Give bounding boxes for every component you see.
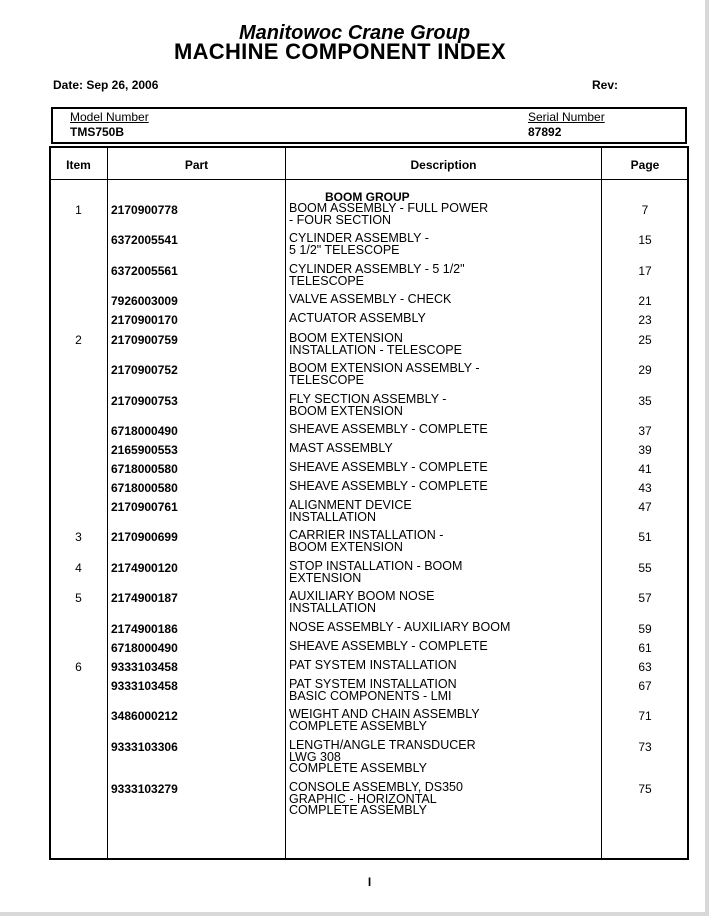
part-number: 3486000212 xyxy=(111,709,178,723)
description-line: INSTALLATION xyxy=(289,509,377,524)
description-line: VALVE ASSEMBLY - CHECK xyxy=(289,292,452,306)
serial-number-label: Serial Number xyxy=(528,110,605,124)
column-header-page: Page xyxy=(630,158,660,172)
part-description xyxy=(289,591,434,614)
page-reference: 25 xyxy=(638,333,652,347)
item-number: 1 xyxy=(75,203,82,217)
part-number: 2174900120 xyxy=(111,561,178,575)
part-description xyxy=(289,709,480,732)
part-number: 9333103306 xyxy=(111,740,178,754)
description-line: CYLINDER ASSEMBLY - 5 1/2" xyxy=(289,262,465,276)
description-line: ALIGNMENT DEVICE xyxy=(289,498,412,512)
part-number: 2170900699 xyxy=(111,530,178,544)
description-line: LWG 308 xyxy=(289,749,341,764)
description-line: CARRIER INSTALLATION - xyxy=(289,528,444,542)
description-line: BOOM EXTENSION xyxy=(289,331,403,345)
page-edge xyxy=(705,0,709,916)
part-description xyxy=(289,363,480,386)
part-number: 2165900553 xyxy=(111,443,178,457)
page-reference: 71 xyxy=(638,709,652,723)
group-heading: BOOM GROUP xyxy=(325,190,410,204)
part-description xyxy=(289,561,462,584)
description-line: SHEAVE ASSEMBLY - COMPLETE xyxy=(289,639,488,653)
part-number: 2174900187 xyxy=(111,591,178,605)
description-line: - FOUR SECTION xyxy=(289,212,392,227)
header-divider xyxy=(49,179,689,180)
part-description xyxy=(289,740,476,775)
page-reference: 61 xyxy=(638,641,652,655)
page-reference: 73 xyxy=(638,740,652,754)
part-description xyxy=(289,782,463,817)
part-description xyxy=(289,530,443,553)
column-divider xyxy=(107,146,108,860)
description-line: SHEAVE ASSEMBLY - COMPLETE xyxy=(289,460,488,474)
description-line: INSTALLATION xyxy=(289,600,377,615)
part-number: 6718000580 xyxy=(111,462,178,476)
page-reference: 43 xyxy=(638,481,652,495)
date-label: Date: Sep 26, 2006 xyxy=(53,78,159,92)
part-number: 6718000580 xyxy=(111,481,178,495)
part-description xyxy=(289,424,488,436)
page-number: I xyxy=(367,875,372,889)
part-number: 7926003009 xyxy=(111,294,178,308)
description-line: BOOM EXTENSION xyxy=(289,539,403,554)
page-reference: 7 xyxy=(641,203,649,217)
part-number: 2170900170 xyxy=(111,313,178,327)
description-line: PAT SYSTEM INSTALLATION xyxy=(289,677,457,691)
description-line: COMPLETE ASSEMBLY xyxy=(289,718,428,733)
page-reference: 23 xyxy=(638,313,652,327)
model-number-value: TMS750B xyxy=(70,125,125,139)
part-number: 2170900753 xyxy=(111,394,178,408)
part-description xyxy=(289,481,488,493)
description-line: LENGTH/ANGLE TRANSDUCER xyxy=(289,738,476,752)
description-line: INSTALLATION - TELESCOPE xyxy=(289,342,462,357)
description-line: CYLINDER ASSEMBLY - xyxy=(289,231,429,245)
page-reference: 47 xyxy=(638,500,652,514)
page-reference: 37 xyxy=(638,424,652,438)
part-number: 6718000490 xyxy=(111,424,178,438)
part-number: 2170900752 xyxy=(111,363,178,377)
description-line: COMPLETE ASSEMBLY xyxy=(289,761,428,775)
description-line: PAT SYSTEM INSTALLATION xyxy=(289,658,457,672)
part-description xyxy=(289,394,446,417)
part-number: 2170900761 xyxy=(111,500,178,514)
page-reference: 75 xyxy=(638,782,652,796)
page-reference: 41 xyxy=(638,462,652,476)
description-line: BOOM EXTENSION ASSEMBLY - xyxy=(289,361,480,375)
part-description xyxy=(289,203,488,226)
part-description xyxy=(289,313,426,325)
page-reference: 39 xyxy=(638,443,652,457)
description-line: 5 1/2" TELESCOPE xyxy=(289,242,400,257)
description-line: WEIGHT AND CHAIN ASSEMBLY xyxy=(289,707,480,721)
page-reference: 55 xyxy=(638,561,652,575)
column-header-part: Part xyxy=(184,158,209,172)
description-line: AUXILIARY BOOM NOSE xyxy=(289,589,435,603)
part-number: 6718000490 xyxy=(111,641,178,655)
company-name: Manitowoc Crane Group xyxy=(238,22,471,44)
column-header-item: Item xyxy=(66,158,91,172)
description-line: BASIC COMPONENTS - LMI xyxy=(289,688,452,703)
part-number: 9333103458 xyxy=(111,660,178,674)
part-description xyxy=(289,500,412,523)
page-reference: 29 xyxy=(638,363,652,377)
page-reference: 15 xyxy=(638,233,652,247)
document-title: MACHINE COMPONENT INDEX xyxy=(173,39,507,64)
item-number: 2 xyxy=(75,333,82,347)
description-line: TELESCOPE xyxy=(289,372,365,387)
item-number: 4 xyxy=(75,561,82,575)
part-number: 9333103458 xyxy=(111,679,178,693)
page-reference: 21 xyxy=(638,294,652,308)
description-line: STOP INSTALLATION - BOOM xyxy=(289,559,463,573)
part-description xyxy=(289,641,488,653)
part-description xyxy=(289,660,457,672)
column-divider xyxy=(285,146,286,860)
part-description xyxy=(289,333,462,356)
description-line: FLY SECTION ASSEMBLY - xyxy=(289,392,447,406)
part-description xyxy=(289,233,429,256)
column-header-description: Description xyxy=(410,158,477,172)
part-number: 2170900778 xyxy=(111,203,178,217)
item-number: 6 xyxy=(75,660,82,674)
description-line: SHEAVE ASSEMBLY - COMPLETE xyxy=(289,479,488,493)
description-line: NOSE ASSEMBLY - AUXILIARY BOOM xyxy=(289,620,511,634)
page-reference: 17 xyxy=(638,264,652,278)
part-description xyxy=(289,264,465,287)
page-reference: 59 xyxy=(638,622,652,636)
page-reference: 57 xyxy=(638,591,652,605)
part-number: 2174900186 xyxy=(111,622,178,636)
page-reference: 63 xyxy=(638,660,652,674)
revision-label: Rev: xyxy=(592,78,619,92)
item-number: 3 xyxy=(75,530,82,544)
serial-number-value: 87892 xyxy=(528,125,562,139)
description-line: COMPLETE ASSEMBLY xyxy=(289,803,428,817)
description-line: MAST ASSEMBLY xyxy=(289,441,393,455)
description-line: BOOM EXTENSION xyxy=(289,403,403,418)
description-line: CONSOLE ASSEMBLY, DS350 xyxy=(289,780,463,794)
item-number: 5 xyxy=(75,591,82,605)
part-description xyxy=(289,443,393,455)
page-reference: 67 xyxy=(638,679,652,693)
description-line: TELESCOPE xyxy=(289,273,365,288)
page-reference: 51 xyxy=(638,530,652,544)
part-description xyxy=(289,622,510,634)
part-number: 2170900759 xyxy=(111,333,178,347)
part-number: 6372005561 xyxy=(111,264,178,278)
part-description xyxy=(289,679,457,702)
model-number-label: Model Number xyxy=(70,110,149,124)
part-description xyxy=(289,462,488,474)
description-line: SHEAVE ASSEMBLY - COMPLETE xyxy=(289,422,488,436)
part-description xyxy=(289,294,451,306)
page-reference: 35 xyxy=(638,394,652,408)
description-line: ACTUATOR ASSEMBLY xyxy=(289,311,426,325)
part-number: 9333103279 xyxy=(111,782,178,796)
description-line: GRAPHIC - HORIZONTAL xyxy=(289,791,437,806)
part-number: 6372005541 xyxy=(111,233,178,247)
page-edge xyxy=(0,912,709,916)
description-line: EXTENSION xyxy=(289,570,362,585)
description-line: BOOM ASSEMBLY - FULL POWER xyxy=(289,201,489,215)
